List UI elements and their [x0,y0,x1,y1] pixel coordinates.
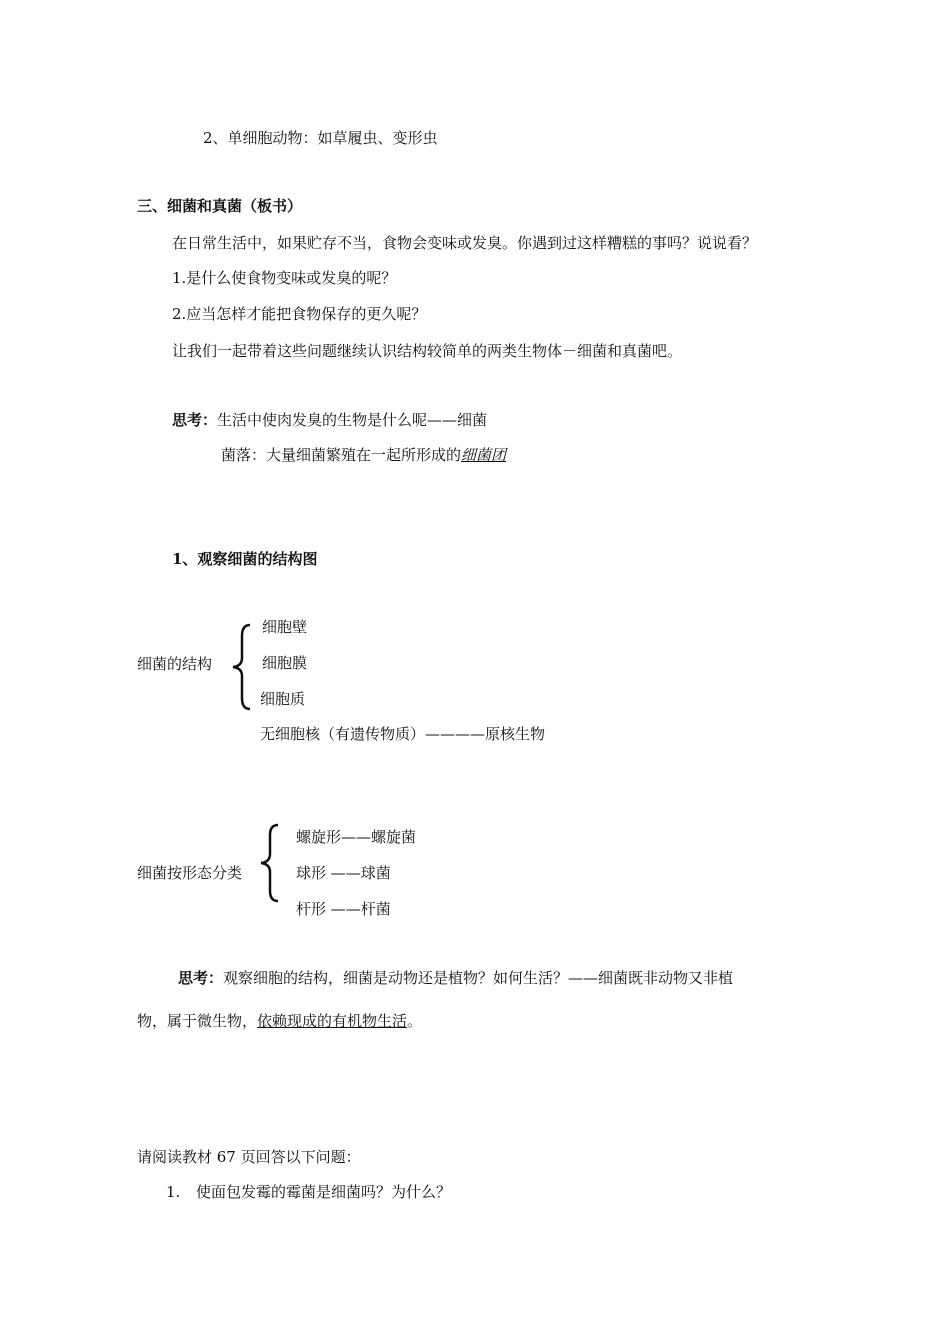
structure-extra: 无细胞核（有遗传物质）————原核生物 [260,725,546,743]
think-block-1 [172,410,487,430]
shape-label: 细菌按形态分类 [137,864,243,882]
left-brace-icon [230,622,254,712]
think-text: 生活中使肉发臭的生物是什么呢——细菌 [217,411,488,429]
structure-label: 细菌的结构 [137,655,213,673]
text-line: 2、单细胞动物：如草履虫、变形虫 [203,129,438,147]
question-1: 1.是什么使食物变味或发臭的呢？ [172,269,397,287]
list-number: 1. [166,1183,181,1201]
list-item [166,1182,451,1202]
list-text: 使面包发霉的霉菌是细菌吗？为什么？ [196,1183,452,1201]
structure-item: 细胞膜 [262,654,308,672]
reading-prompt: 请阅读教材 67 页回答以下问题： [137,1148,361,1166]
subsection-heading: 1、观察细菌的结构图 [172,550,318,568]
think-block-2 [178,968,733,988]
question-2: 2.应当怎样才能把食物保存的更久呢？ [172,305,427,323]
structure-item: 细胞质 [260,690,306,708]
paragraph: 在日常生活中，如果贮存不当，食物会变味或发臭。你遇到过这样糟糕的事吗？说说看？ [172,234,758,252]
think-continuation [137,1011,422,1031]
colony-term: 细菌团 [461,446,507,464]
think-cont-end: 。 [407,1012,423,1030]
think-label: 思考： [178,969,224,987]
structure-item: 细胞壁 [262,618,308,636]
colony-definition [221,445,506,465]
think-text: 观察细胞的结构，细菌是动物还是植物？如何生活？——细菌既非动物又非植 [223,969,734,987]
paragraph: 让我们一起带着这些问题继续认识结构较简单的两类生物体－细菌和真菌吧。 [172,342,683,360]
section-heading: 三、细菌和真菌（板书） [137,197,303,215]
shape-item: 螺旋形——螺旋菌 [296,828,417,846]
left-brace-icon [258,822,282,904]
shape-item: 球形 ——球菌 [296,864,391,882]
shape-item: 杆形 ——杆菌 [296,900,391,918]
think-label: 思考： [172,411,218,429]
colony-text: 菌落：大量细菌繁殖在一起所形成的 [221,446,462,464]
think-underlined: 依赖现成的有机物生活 [257,1012,408,1030]
think-cont-text: 物，属于微生物， [137,1012,258,1030]
